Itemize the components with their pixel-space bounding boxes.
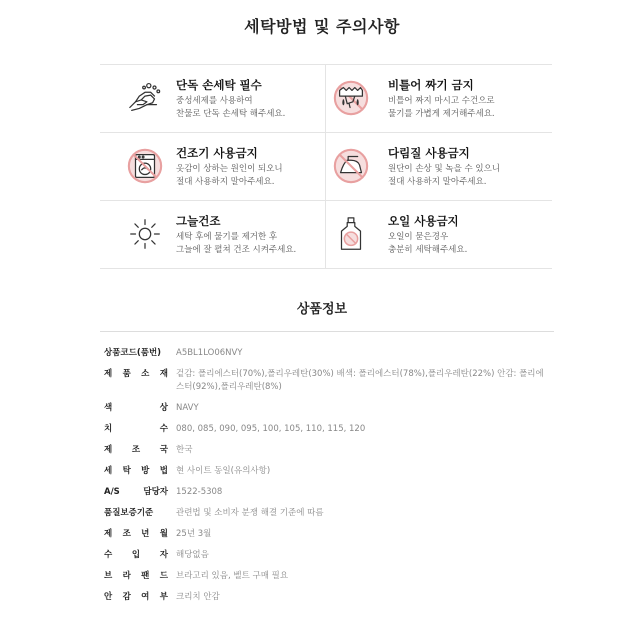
info-label: 치 수 [104, 424, 168, 434]
care-desc: 찬물로 단독 손세탁 해주세요. [176, 109, 286, 119]
care-row [100, 133, 552, 201]
info-row [104, 507, 544, 520]
product-info-title: 상품정보 [296, 302, 348, 317]
care-desc: 원단이 손상 및 녹을 수 있으니 [388, 164, 501, 174]
info-label: 품질보증기준 [104, 508, 154, 518]
info-row [104, 347, 544, 360]
care-desc: 오일이 묻은경우 [388, 232, 449, 242]
info-row [104, 486, 544, 499]
care-instructions-grid [100, 64, 552, 269]
product-info-table [104, 347, 544, 612]
info-row [104, 465, 544, 478]
info-value: NAVY [176, 403, 199, 413]
info-row [104, 570, 544, 583]
care-text [388, 77, 538, 121]
info-label: 제 조 년 월 [104, 529, 168, 539]
info-value: 브라고리 있음, 벨트 구매 필요 [176, 571, 289, 581]
care-item-shade-dry [100, 201, 326, 268]
care-item-hand-wash [100, 65, 326, 132]
care-title: 그늘건조 [176, 214, 221, 228]
info-label: 색 상 [104, 403, 168, 413]
care-title: 오일 사용금지 [388, 214, 459, 228]
hand-wash-icon [126, 79, 164, 117]
care-desc: 옷감이 상하는 원인이 되오니 [176, 164, 283, 174]
no-oil-icon [332, 215, 370, 253]
info-label: 제 품 소 재 [104, 369, 168, 379]
info-value: 한국 [176, 445, 193, 455]
care-row [100, 201, 552, 269]
info-row [104, 423, 544, 436]
care-title: 비틀어 짜기 금지 [388, 78, 474, 92]
no-iron-icon [332, 147, 370, 185]
care-row [100, 65, 552, 133]
info-label: 제 조 국 [104, 445, 168, 455]
info-value: 크리치 안감 [176, 592, 220, 602]
care-desc: 세탁 후에 물기를 제거한 후 [176, 232, 278, 242]
info-value: 25년 3월 [176, 529, 212, 539]
info-value: 관련법 및 소비자 분쟁 해결 기준에 따름 [176, 508, 324, 518]
info-label: 브 라 팬 드 [104, 571, 168, 581]
care-item-no-dryer [100, 133, 326, 200]
info-label: A/S 담당자 [104, 487, 168, 497]
info-row [104, 368, 544, 394]
info-label: 수 입 자 [104, 550, 168, 560]
care-item-no-iron [326, 133, 552, 200]
care-desc: 비틀어 짜지 마시고 수건으로 [388, 96, 495, 106]
care-desc: 절대 사용하지 말아주세요. [176, 177, 275, 187]
info-row [104, 591, 544, 604]
care-item-no-wring [326, 65, 552, 132]
info-row [104, 549, 544, 562]
care-text [176, 145, 326, 189]
no-wring-icon [332, 79, 370, 117]
info-value: 해당없음 [176, 550, 209, 560]
care-title: 다림질 사용금지 [388, 146, 470, 160]
care-text [176, 213, 326, 257]
info-row [104, 444, 544, 457]
care-section-title: 세탁방법 및 주의사항 [244, 17, 400, 36]
info-label: 안 감 여 부 [104, 592, 168, 602]
divider [100, 331, 554, 332]
info-row [104, 402, 544, 415]
info-value: A5BL1LO06NVY [176, 348, 243, 358]
shade-dry-icon [126, 215, 164, 253]
care-text [388, 213, 538, 257]
care-title: 건조기 사용금지 [176, 146, 258, 160]
care-text [176, 77, 326, 121]
care-desc: 물기를 가볍게 제거해주세요. [388, 109, 495, 119]
info-value: 현 사이트 동일(유의사항) [176, 466, 271, 476]
info-row [104, 528, 544, 541]
no-dryer-icon [126, 147, 164, 185]
info-value: 1522-5308 [176, 487, 223, 497]
info-label: 세 탁 방 법 [104, 466, 168, 476]
care-desc: 그늘에 잘 펼쳐 건조 시켜주세요. [176, 245, 297, 255]
care-title: 단독 손세탁 필수 [176, 78, 262, 92]
care-desc: 절대 사용하지 말아주세요. [388, 177, 487, 187]
care-desc: 중성세제를 사용하여 [176, 96, 253, 106]
info-label: 상품코드(품번) [104, 348, 162, 358]
care-text [388, 145, 538, 189]
care-desc: 충분히 세탁해주세요. [388, 245, 468, 255]
care-item-no-oil [326, 201, 552, 268]
info-value: 080, 085, 090, 095, 100, 105, 110, 115, 120 [176, 424, 366, 434]
info-value: 겉감: 폴리에스터(70%),폴리우레탄(30%) 배색: 폴리에스터(78%),폴리우레탄(22%) 안감: 폴리에스터(92%),폴리우레탄(8%) [176, 369, 544, 392]
